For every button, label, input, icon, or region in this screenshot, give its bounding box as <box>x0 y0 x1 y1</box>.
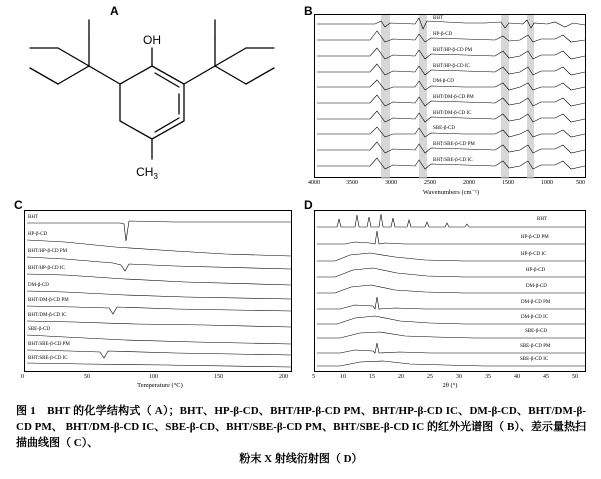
dsc-tick-1: 50 <box>84 374 90 380</box>
ftir-tick-1: 3500 <box>346 180 358 186</box>
xrd-curve-label-8: SBE-β-CD PM <box>520 344 551 349</box>
panel-d-label: D <box>304 198 313 212</box>
xrd-curve-label-5: DM-β-CD PM <box>521 300 551 305</box>
ftir-curve-label-0: BHT <box>433 16 443 21</box>
ftir-tick-2: 3000 <box>385 180 397 186</box>
dsc-curve-label-3: BHT/HP-β-CD IC <box>28 266 65 271</box>
xrd-curve-label-0: BHT <box>537 217 547 222</box>
xrd-curve-label-3: HP-β-CD <box>526 268 546 273</box>
dsc-curve-label-5: BHT/DM-β-CD PM <box>28 298 69 303</box>
ftir-curve-label-6: BHT/DM-β-CD IC <box>433 111 472 116</box>
xrd-tick-6: 35 <box>485 374 491 380</box>
dsc-curve-label-1: HP-β-CD <box>28 232 48 237</box>
dsc-curves <box>25 211 293 373</box>
caption-line-2: BHT/DM-β-CD IC、SBE-β-CD、BHT/SBE-β-CD PM、BHT/SBE-β-CD IC 的红外光谱图（ B）、差示量热扫描曲线图（ C）、 <box>16 420 587 449</box>
dsc-tick-0: 0 <box>21 374 24 380</box>
ftir-curve-label-7: SBE-β-CD <box>433 126 455 131</box>
xrd-plot-area <box>314 210 586 372</box>
oh-label: OH <box>143 33 161 47</box>
ftir-tick-4: 2000 <box>463 180 475 186</box>
caption-line-1: 图 1 BHT 的化学结构式（ A）；BHT、HP-β-CD、BHT/HP-β-CD PM、BHT/HP-β-CD IC、DM-β-CD、BHT/DM-β-CD PM、 <box>16 405 586 433</box>
xrd-curve-label-2: HP-β-CD IC <box>521 252 547 257</box>
ftir-curve-label-1: HP-β-CD <box>433 32 453 37</box>
ftir-curve-label-5: BHT/DM-β-CD PM <box>433 95 474 100</box>
xrd-curve-label-4: DM-β-CD <box>526 284 547 289</box>
caption-line-3: 粉末 X 射线衍射图（ D） <box>239 452 363 465</box>
xrd-tick-9: 50 <box>572 374 578 380</box>
xrd-tick-0: 5 <box>312 374 315 380</box>
xrd-tick-7: 40 <box>514 374 520 380</box>
bht-structure-drawing <box>10 4 295 194</box>
dsc-curve-label-9: BHT/SBE-β-CD IC <box>28 356 68 361</box>
ftir-curve-label-4: DM-β-CD <box>433 79 454 84</box>
panel-a-label: A <box>110 4 119 18</box>
ftir-tick-6: 1000 <box>541 180 553 186</box>
dsc-tick-4: 200 <box>279 374 288 380</box>
ftir-tick-7: 500 <box>576 180 585 186</box>
xrd-tick-3: 20 <box>398 374 404 380</box>
dsc-tick-2: 100 <box>149 374 158 380</box>
xrd-tick-4: 25 <box>427 374 433 380</box>
ftir-curve-label-3: BHT/HP-β-CD IC <box>433 64 470 69</box>
panel-a-chemical-structure <box>10 4 295 194</box>
xrd-tick-8: 45 <box>543 374 549 380</box>
xrd-tick-2: 15 <box>369 374 375 380</box>
ftir-tick-3: 2500 <box>424 180 436 186</box>
xrd-curve-label-7: SBE-β-CD <box>525 329 547 334</box>
panel-d-xrd <box>300 198 596 394</box>
dsc-tick-3: 150 <box>214 374 223 380</box>
dsc-curve-label-6: BHT/DM-β-CD IC <box>28 313 67 318</box>
ftir-tick-0: 4000 <box>308 180 320 186</box>
panel-b-label: B <box>304 4 313 18</box>
xrd-curve-label-1: HP-β-CD PM <box>521 235 549 240</box>
ch3-label: $CH_3$ <box>136 165 158 181</box>
dsc-curve-label-4: DM-β-CD <box>28 283 49 288</box>
dsc-curve-label-7: SBE-β-CD <box>28 327 50 332</box>
xrd-tick-5: 30 <box>456 374 462 380</box>
figure-caption <box>16 404 586 468</box>
xrd-xlabel: 2θ (°) <box>442 382 458 389</box>
dsc-curve-label-0: BHT <box>28 215 38 220</box>
xrd-tick-1: 10 <box>340 374 346 380</box>
xrd-curve-label-6: DM-β-CD IC <box>521 315 549 320</box>
dsc-xlabel: Temperature (°C) <box>137 382 183 389</box>
ftir-xlabel: Wavenumbers (cm⁻¹) <box>422 189 480 196</box>
ftir-curve-label-2: BHT/HP-β-CD PM <box>433 48 473 53</box>
ftir-curve-label-9: BHT/SBE-β-CD IC <box>433 158 473 163</box>
xrd-curve-label-9: SBE-β-CD IC <box>520 357 549 362</box>
panel-c-label: C <box>14 198 23 212</box>
dsc-curve-label-8: BHT/SBE-β-CD PM <box>28 342 70 347</box>
dsc-curve-label-2: BHT/HP-β-CD PM <box>28 249 68 254</box>
panel-c-dsc <box>10 198 296 394</box>
ftir-curve-label-8: BHT/SBE-β-CD PM <box>433 142 475 147</box>
dsc-plot-area <box>24 210 292 372</box>
panel-b-ftir <box>300 4 596 196</box>
ftir-plot-area <box>314 14 586 178</box>
ftir-tick-5: 1500 <box>502 180 514 186</box>
